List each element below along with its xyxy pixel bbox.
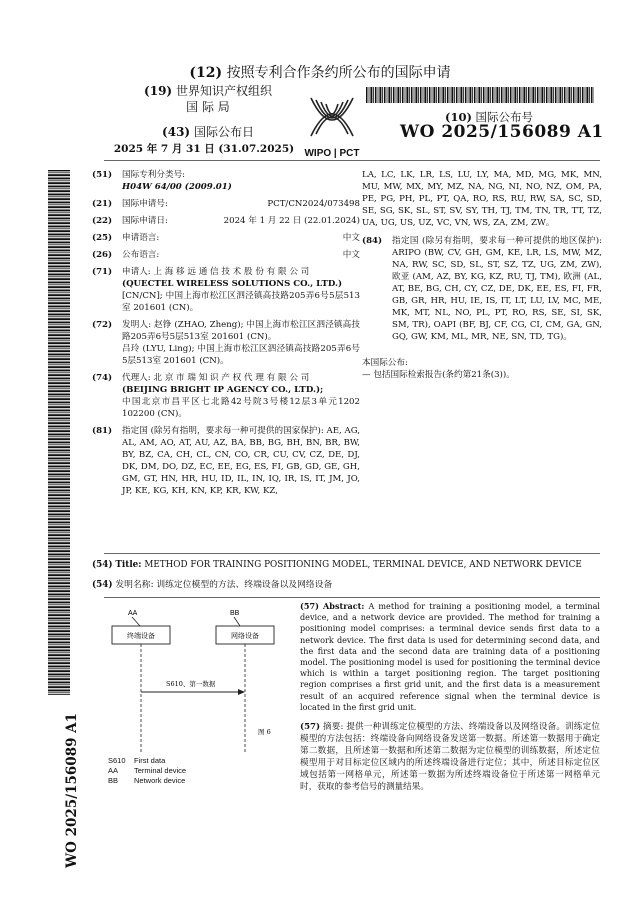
abstract-en-label: Abstract: [323,601,365,611]
org-line2: 国 际 局 [186,100,230,114]
label-bb: BB [230,610,240,617]
document-title [0,62,640,82]
publication-number: WO 2025/156089 A1 [400,122,604,142]
field-84 [362,235,602,343]
published-label: 本国际公布: [362,358,408,368]
title-code: (12) [189,65,223,81]
field-value: H04W 64/00 (2009.01) [122,182,232,192]
applicant-address: [CN/CN]; 中国上海市松江区泗泾镇高技路205弄6号5层513室 201601 (CN)。 [122,291,360,313]
field-code: (71) [92,267,113,277]
field-label: 国际专利分类号: [122,170,186,180]
field-22 [92,215,360,227]
title-zh-text: 训练定位模型的方法、终端设备以及网络设备 [156,580,333,590]
field-code: (22) [92,216,113,226]
publication-date: 2025 年 7 月 31 日 (31.07.2025) [113,143,295,155]
field-code: (57) [300,601,319,611]
field-code: (51) [92,170,113,180]
legend-item: S610 First data [108,756,166,765]
published-item: — 包括国际检索报告(条约第21条(3))。 [362,370,515,380]
label-aa: AA [128,610,138,617]
field-71 [92,266,360,314]
org-code: (19) [144,84,173,98]
field-label: 国际申请日: [122,216,168,226]
field-51 [92,169,360,193]
figure-legend [108,756,186,786]
field-label: 国际申请号: [122,199,168,209]
wipo-pct-logo [303,92,361,159]
pubdate-label-text: 国际公布日 [193,125,254,139]
abstract-en [300,601,600,713]
field-code: (74) [92,373,113,383]
field-value: 2024 年 1 月 22 日 (22.01.2024) [223,216,360,226]
pubno-code: (10) [445,110,472,124]
field-code: (54) [92,560,113,570]
pubno-label-text: 国际公布号 [475,110,534,124]
legend-item: AA Terminal device [108,766,187,775]
agent-address: 中国北京市昌平区七北路42号院3号楼12层3单元1202 102200 (CN)。 [122,397,360,419]
field-value: 中文 [342,250,360,260]
message-label: S610、第一数据 [166,680,216,688]
sequence-diagram [106,606,296,754]
figure-number: 图 6 [258,728,271,736]
field-81 [92,425,360,497]
pubdate-code: (43) [162,125,191,139]
field-code: (57) [300,722,321,732]
terminal-device-label: 终端设备 [127,632,155,640]
legend-item: BB Network device [108,776,186,785]
field-value: 中文 [342,233,360,243]
field-code: (25) [92,233,113,243]
field-74 [92,372,360,420]
field-72 [92,319,360,367]
top-barcode [366,87,594,103]
agent-name-zh: 代理人: 北 京 市 瑞 知 识 产 权 代 理 有 限 公 司 [122,373,310,383]
abstract-zh-text: 提供一种训练定位模型的方法、终端设备以及网络设备。训练定位模型的方法包括：终端设备向网络设备发送第一数据。所述第一数据用于确定第二数据，且所述第一数据和所述第二数据为定位模型的训练数据，所述定位模型用于对目标定位区域内的所述终端设备进行定位；其中，所述目标定位区域包括第一网格单元，所述第一数据为所述终端设备位于所述第一网格单元时，获取的参考信号的测量结果。 [300,722,601,792]
leader-line-aa [132,617,140,626]
abstract-en-text: A method for training a positioning model, a terminal device, and a network device are provided. The method for training a positioning model comprises: a terminal device sends first data to a network device. The first data is used for determining second data, and the first data and the second data are training data of a positioning model. The positioning model is used for positioning the terminal device which is within a target positioning region. The target positioning region comprises a first grid unit, and the first data is a measurement result of an acquired reference signal when the terminal device is located in the first grid unit. [300,601,601,712]
title-en [92,560,602,570]
title-zh-label: 发明名称: [115,580,154,590]
applicant-name-en: (QUECTEL WIRELESS SOLUTIONS CO., LTD.) [122,279,343,289]
leader-line-bb [234,617,240,626]
right-column [362,169,602,381]
side-publication-number: WO 2025/156089 A1 [64,712,80,868]
regional-states: 指定国 (除另有指明，要求每一种可提供的地区保护): ARIPO (BW, CV, GH, GM, KE, LR, LS, MW, MZ, NA, RW, SC, SD, SL, ST, SZ, TZ, UG, ZM, ZW), 欧亚 (AM, AZ, BY, KG, KZ, RU, TJ, TM), 欧洲 (AL, AT, BE, BG, CH, CY, CZ, DE, DK, EE, ES, FI, FR, GB, GR, HR, HU, IE, IS, IT, LT, LU, LV, MC, ME, MK, MT, NL, NO, PL, PT, RO, RS, SE, SI, SK, SM, TR), OAPI (BF, BJ, CF, CG, CI, CM, GA, GN, GQ, GW, KM, ML, MR, NE, SN, TD, TG)。 [392,236,602,342]
field-25 [92,232,360,244]
org-line1: 世界知识产权组织 [175,84,272,98]
divider [104,160,600,161]
field-code: (26) [92,250,113,260]
applicant-name-zh: 申请人: 上 海 移 远 通 信 技 术 股 份 有 限 公 司 [122,267,310,277]
left-column [92,169,360,502]
title-en-label: Title: [115,560,142,570]
logo-text: WIPO | PCT [304,148,360,159]
wipo-emblem-icon [303,92,361,152]
agent-name-en: (BEIJING BRIGHT IP AGENCY CO., LTD.); [122,385,324,395]
title-zh [92,577,602,590]
field-21 [92,198,360,210]
title-en-text: METHOD FOR TRAINING POSITIONING MODEL, TERMINAL DEVICE, AND NETWORK DEVICE [144,560,582,570]
abstract-zh-label: 摘要: [323,722,344,732]
network-device-label: 网络设备 [231,632,259,640]
inventor-1: 发明人: 赵铮 (ZHAO, Zheng); 中国上海市松江区泗泾镇高技路205弄6号5层513室 201601 (CN)。 [122,320,360,342]
field-26 [92,249,360,261]
title-text: 按照专利合作条约所公布的国际申请 [226,65,451,81]
field-code: (21) [92,199,113,209]
designated-states-cont: LA, LC, LK, LR, LS, LU, LY, MA, MD, MG, MK, MN, MU, MW, MX, MY, MZ, NA, NG, NI, NO, NZ, OM, PA, PE, PG, PH, PL, PT, QA, RO, RS, RU, RW, SA, SC, SD, SE, SG, SK, SL, ST, SV, SY, TH, TJ, TM, TN, TR, TT, TZ, UA, UG, US, UZ, VC, VN, WS, ZA, ZM, ZW。 [362,170,602,228]
field-code: (72) [92,320,113,330]
arrow-head-icon [238,689,245,695]
field-label: 公布语言: [122,250,160,260]
field-code: (81) [92,426,113,436]
organization-name [118,83,298,115]
side-barcode [48,170,70,695]
field-label: 申请语言: [122,233,160,243]
field-value: PCT/CN2024/073498 [267,199,360,209]
inventor-2: 吕玲 (LYU, Ling); 中国上海市松江区泗泾镇高技路205弄6号5层513室 201601 (CN)。 [122,344,360,366]
field-code: (54) [92,580,113,590]
divider [104,553,600,554]
designated-states: 指定国 (除另有指明，要求每一种可提供的国家保护): AE, AG, AL, AM, AO, AT, AU, AZ, BA, BB, BG, BH, BN, BR, BW, BY, BZ, CA, CH, CL, CN, CO, CR, CU, CV, CZ, DE, DJ, DK, DM, DO, DZ, EC, EE, EG, ES, FI, GB, GD, GE, GH, GM, GT, HN, HR, HU, ID, IL, IN, IQ, IR, IS, IT, JM, JO, JP, KE, KG, KH, KN, KP, KR, KW, KZ, [122,426,360,496]
divider [104,597,600,598]
abstract-zh [300,721,600,793]
field-code: (84) [362,236,383,246]
publication-date-label [118,123,298,140]
